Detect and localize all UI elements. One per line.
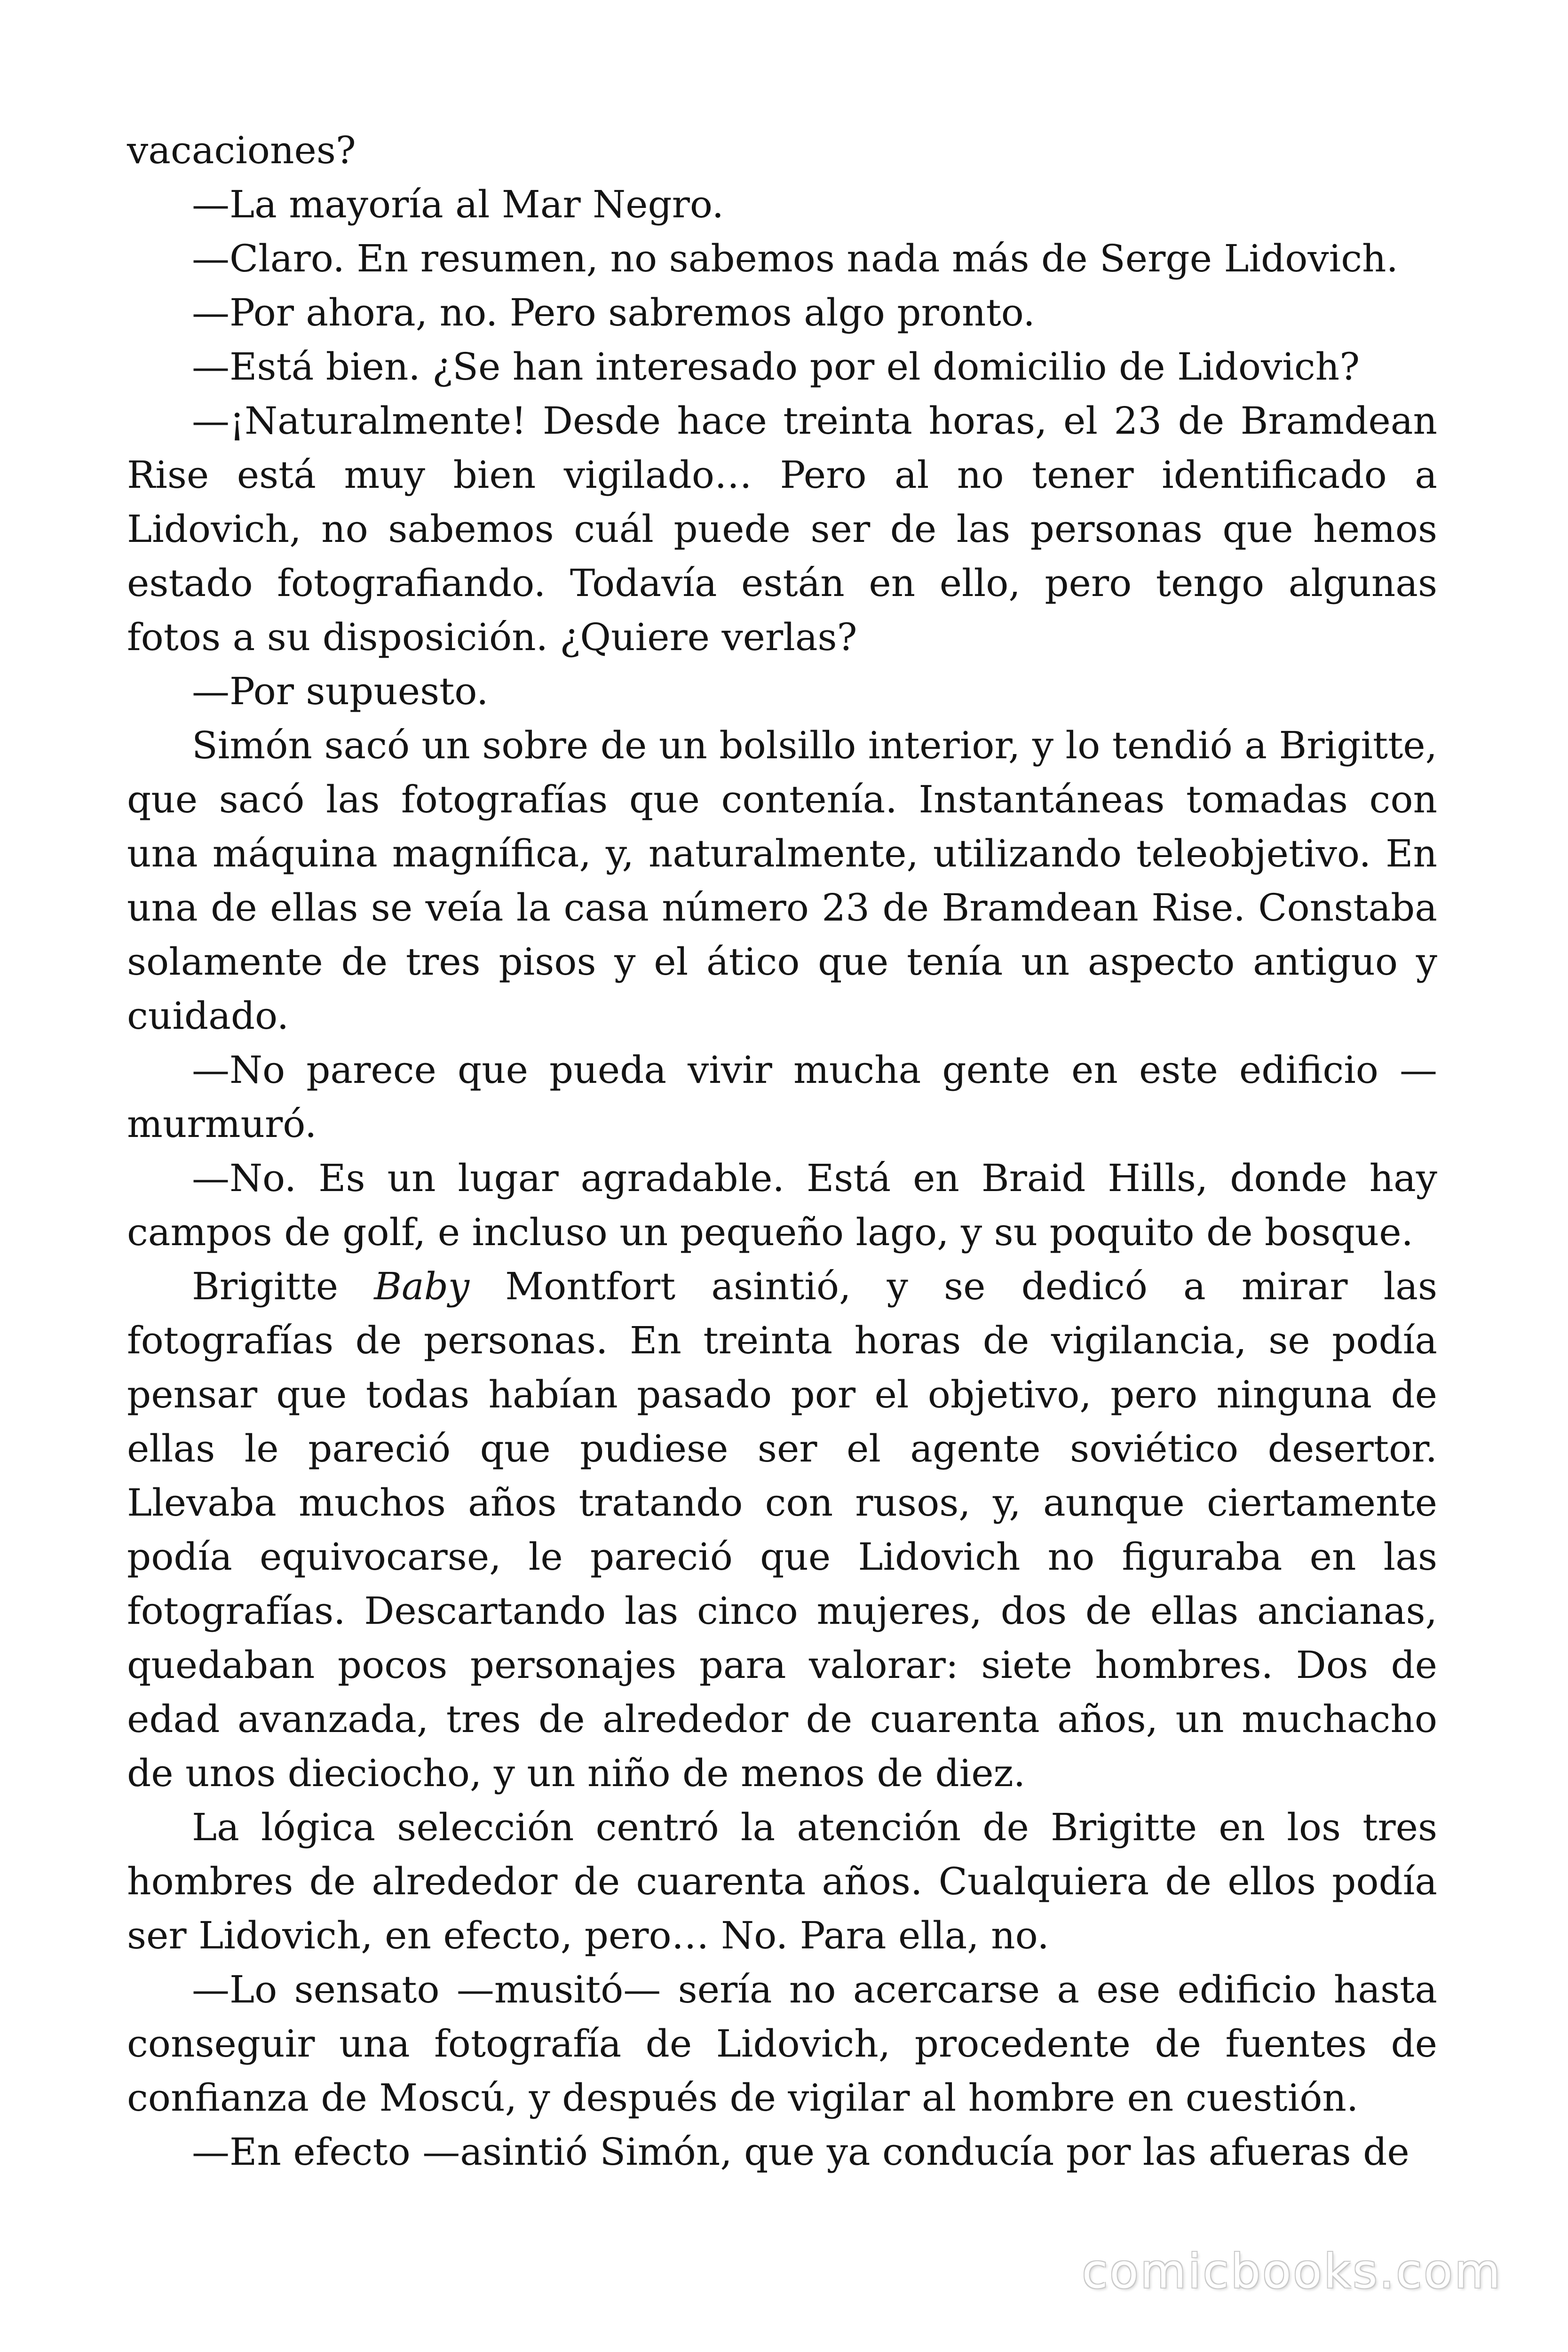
dialogue-line: —No. Es un lugar agradable. Está en Braid Hills, donde hay campos de golf, e incluso un pequeño lago, y su poquito de bosque. bbox=[127, 1156, 1437, 1254]
narrative-paragraph-baby bbox=[127, 1259, 1437, 1800]
narrative-paragraph: La lógica selección centró la atención de Brigitte en los tres hombres de alrededor de cuarenta años. Cualquiera de ellos podía ser Lidovich, en efecto, pero… No. Para ella, no. bbox=[127, 1805, 1437, 1957]
dialogue-line: —¡Naturalmente! Desde hace treinta horas, el 23 de Bramdean Rise está muy bien vigilado… Pero al no tener identificado a Lidovich, no sabemos cuál puede ser de las personas que hemos estado fotografiando. Todavía están en ello, pero tengo algunas fotos a su disposición. ¿Quiere verlas? bbox=[127, 399, 1437, 659]
dialogue-line: —La mayoría al Mar Negro. bbox=[192, 183, 724, 226]
narrative-paragraph: Simón sacó un sobre de un bolsillo interior, y lo tendió a Brigitte, que sacó las fotografías que contenía. Instantáneas tomadas con una máquina magnífica, y, naturalmente, utilizando teleobjetivo. En una de ellas se veía la casa número 23 de Bramdean Rise. Constaba solamente de tres pisos y el ático que tenía un aspecto antiguo y cuidado. bbox=[127, 723, 1437, 1038]
paragraph-continuation: vacaciones? bbox=[127, 128, 356, 172]
baby-italic-word: Baby bbox=[374, 1264, 470, 1308]
dialogue-line: —Está bien. ¿Se han interesado por el domicilio de Lidovich? bbox=[192, 345, 1360, 389]
dialogue-line: —En efecto —asintió Simón, que ya conducía por las afueras de bbox=[192, 2130, 1410, 2174]
dialogue-line: —No parece que pueda vivir mucha gente en este edificio —murmuró. bbox=[127, 1048, 1437, 1146]
baby-paragraph-start: Brigitte bbox=[192, 1264, 374, 1308]
dialogue-line: —Por ahora, no. Pero sabremos algo pronto. bbox=[192, 291, 1035, 334]
book-page-text bbox=[127, 123, 1437, 2179]
baby-paragraph-rest: Montfort asintió, y se dedicó a mirar las fotografías de personas. En treinta horas de vigilancia, se podía pensar que todas habían pasado por el objetivo, pero ninguna de ellas le pareció que pudiese ser el agente soviético desertor. Llevaba muchos años tratando con rusos, y, aunque ciertamente podía equivocarse, le pareció que Lidovich no figuraba en las fotografías. Descartando las cinco mujeres, dos de ellas ancianas, quedaban pocos personajes para valorar: siete hombres. Dos de edad avanzada, tres de alrededor de cuarenta años, un muchacho de unos dieciocho, y un niño de menos de diez. bbox=[127, 1264, 1438, 1795]
dialogue-line: —Claro. En resumen, no sabemos nada más de Serge Lidovich. bbox=[192, 237, 1398, 280]
dialogue-line: —Por supuesto. bbox=[192, 669, 489, 713]
dialogue-line: —Lo sensato —musitó— sería no acercarse a ese edificio hasta conseguir una fotografía de Lidovich, procedente de fuentes de confianza de Moscú, y después de vigilar al hombre en cuestión. bbox=[127, 1968, 1437, 2120]
watermark: comicbooks.com bbox=[1082, 2244, 1502, 2299]
